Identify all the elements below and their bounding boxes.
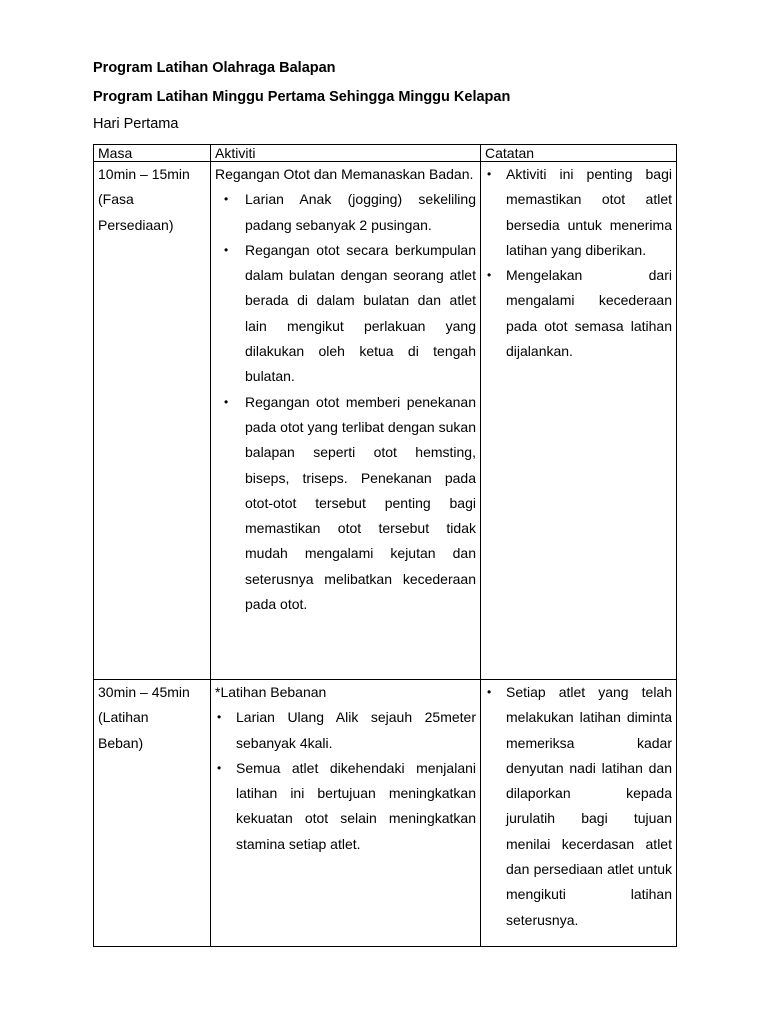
catatan-cell (481, 680, 677, 947)
aktiviti-intro: Regangan Otot dan Memanaskan Badan. (215, 166, 474, 182)
list-item-text: Aktiviti ini penting bagi memastikan otot atlet bersedia untuk menerima latihan yang diberikan. (506, 166, 672, 258)
list-item-text: Setiap atlet yang telah melakukan latihan diminta memeriksa kadar denyutan nadi latihan dan dilaporkan kepada jurulatih bagi tujuan menilai kecerdasan atlet dan persediaan atlet untuk mengikuti latihan seterusnya. (506, 684, 672, 928)
list-item-text: Larian Anak (jogging) sekeliling padang sebanyak 2 pusingan. (245, 191, 476, 233)
training-schedule-table (93, 144, 677, 947)
bullet-icon: • (224, 192, 229, 207)
catatan-cell (481, 162, 677, 680)
list-item (215, 187, 476, 238)
list-item-text: Mengelakan dari mengalami kecederaan pada otot semasa latihan dijalankan. (506, 267, 672, 360)
list-item (215, 705, 476, 756)
table-row (94, 680, 677, 947)
list-item (215, 238, 476, 390)
table-row (94, 162, 677, 680)
bullet-icon: • (224, 394, 229, 409)
bullet-icon: • (217, 710, 222, 725)
aktiviti-cell (211, 162, 481, 680)
aktiviti-intro: *Latihan Bebanan (215, 684, 327, 700)
list-item-text: Regangan otot secara berkumpulan dalam bulatan dengan seorang atlet berada di dalam bulatan dan atlet lain mengikut perlakuan yang dilakukan oleh ketua di tengah bulatan. (245, 241, 476, 385)
aktiviti-cell (211, 680, 481, 947)
list-item (485, 162, 672, 263)
bullet-icon: • (487, 167, 492, 181)
masa-cell: 30min – 45min (Latihan Beban) (94, 680, 211, 947)
document-title: Program Latihan Olahraga Balapan (93, 60, 336, 76)
table-header-row (94, 145, 677, 162)
bullet-icon: • (217, 760, 222, 775)
day-label: Hari Pertama (93, 116, 179, 132)
list-item (215, 756, 476, 857)
list-item (485, 680, 672, 933)
list-item-text: Larian Ulang Alik sejauh 25meter sebanyak 4kali. (236, 709, 476, 751)
header-catatan: Catatan (481, 145, 677, 162)
list-item (215, 390, 476, 618)
list-item-text: Regangan otot memberi penekanan pada otot yang terlibat dengan sukan balapan seperti otot hemsting, biseps, triseps. Penekanan pada otot-otot tersebut penting bagi memastikan otot tersebut tidak mudah mengalami kejutan dan seterusnya melibatkan kecederaan pada otot. (245, 393, 476, 613)
header-masa: Masa (94, 145, 211, 162)
list-item (485, 263, 672, 364)
header-aktiviti: Aktiviti (211, 145, 481, 162)
list-item-text: Semua atlet dikehendaki menjalani latihan ini bertujuan meningkatkan kekuatan otot selain meningkatkan stamina setiap atlet. (236, 759, 476, 852)
masa-cell: 10min – 15min (Fasa Persediaan) (94, 162, 211, 680)
bullet-icon: • (224, 242, 229, 257)
document-subtitle: Program Latihan Minggu Pertama Sehingga Minggu Kelapan (93, 89, 511, 105)
bullet-icon: • (487, 685, 492, 699)
bullet-icon: • (487, 268, 492, 283)
